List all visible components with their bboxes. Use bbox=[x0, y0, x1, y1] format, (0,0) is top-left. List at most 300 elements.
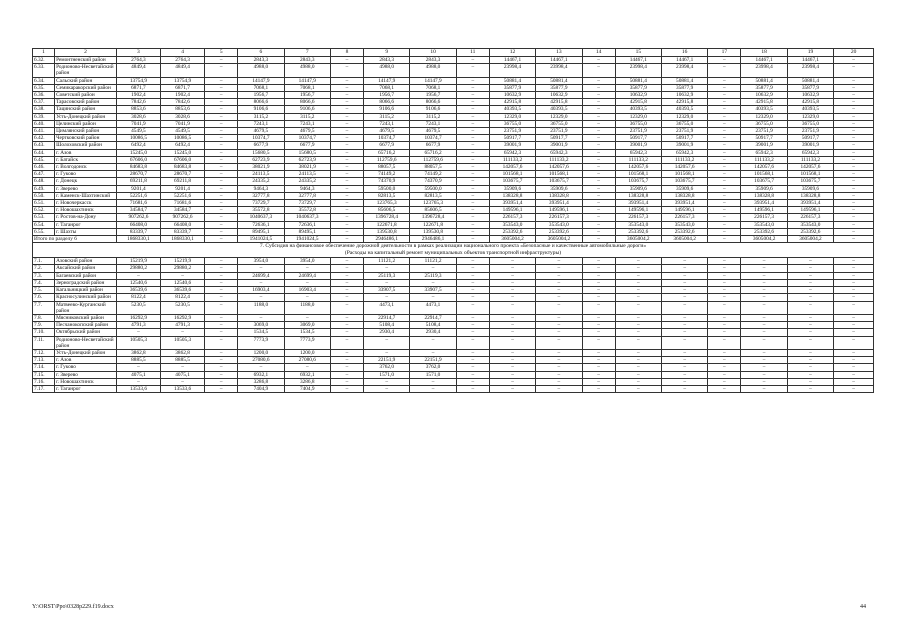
total-value-cell: 3605004,2 bbox=[536, 236, 582, 243]
municipality-name-cell: Кагальницкий район bbox=[55, 287, 117, 294]
value-cell: 3762,0 bbox=[410, 364, 456, 371]
value-cell: – bbox=[708, 106, 741, 113]
value-cell: – bbox=[787, 385, 833, 392]
value-cell: 16903,4 bbox=[238, 287, 284, 294]
value-cell: 10505,3 bbox=[116, 336, 160, 349]
value-cell: – bbox=[456, 171, 489, 178]
column-number-cell: 5 bbox=[205, 49, 238, 57]
value-cell: – bbox=[330, 135, 363, 142]
value-cell: 393951,4 bbox=[536, 200, 582, 207]
value-cell: 4849,4 bbox=[161, 64, 205, 77]
table-row bbox=[33, 120, 874, 127]
municipality-name-cell: Багаевский район bbox=[55, 272, 117, 279]
value-cell: 73729,7 bbox=[284, 200, 330, 207]
value-cell: – bbox=[661, 314, 707, 321]
value-cell: – bbox=[456, 329, 489, 336]
row-number-cell: 7.7. bbox=[33, 301, 55, 314]
value-cell: – bbox=[582, 64, 615, 77]
value-cell: 66408,0 bbox=[161, 221, 205, 228]
value-cell: – bbox=[708, 92, 741, 99]
value-cell: – bbox=[787, 294, 833, 301]
value-cell: – bbox=[615, 265, 661, 272]
value-cell: – bbox=[456, 279, 489, 286]
total-value-cell: 2946486,1 bbox=[364, 236, 410, 243]
value-cell: 35572,8 bbox=[238, 207, 284, 214]
value-cell: – bbox=[582, 149, 615, 156]
value-cell: 71681,6 bbox=[161, 200, 205, 207]
value-cell: – bbox=[161, 329, 205, 336]
value-cell: – bbox=[205, 164, 238, 171]
table-row bbox=[33, 207, 874, 214]
value-cell: – bbox=[787, 287, 833, 294]
value-cell: – bbox=[205, 329, 238, 336]
value-cell: 393951,4 bbox=[787, 200, 833, 207]
value-cell: – bbox=[456, 322, 489, 329]
value-cell: 12329,0 bbox=[741, 113, 787, 120]
value-cell: 13533,6 bbox=[161, 385, 205, 392]
value-cell: – bbox=[330, 287, 363, 294]
municipality-name-cell: Тарасовский район bbox=[55, 99, 117, 106]
value-cell: – bbox=[330, 77, 363, 84]
table-row bbox=[33, 171, 874, 178]
value-cell: 3115,2 bbox=[364, 113, 410, 120]
value-cell: – bbox=[787, 336, 833, 349]
value-cell: 4791,3 bbox=[116, 322, 160, 329]
value-cell: – bbox=[708, 156, 741, 163]
value-cell: 24335,2 bbox=[284, 178, 330, 185]
row-number-cell: 7.14. bbox=[33, 364, 55, 371]
value-cell: – bbox=[787, 279, 833, 286]
value-cell: 15245,0 bbox=[161, 149, 205, 156]
value-cell: 50881,4 bbox=[536, 77, 582, 84]
value-cell: 4988,0 bbox=[410, 64, 456, 77]
value-cell: 12540,6 bbox=[116, 279, 160, 286]
section-subtitle: (Расходы на капитальный ремонт муниципальных объектов транспортной инфраструктуры) bbox=[344, 250, 562, 257]
value-cell: – bbox=[330, 84, 363, 91]
value-cell: 122671,8 bbox=[364, 221, 410, 228]
value-cell: 39001,9 bbox=[661, 142, 707, 149]
value-cell: 9106,6 bbox=[364, 106, 410, 113]
table-row bbox=[33, 135, 874, 142]
value-cell: – bbox=[834, 64, 874, 77]
value-cell: 40393,5 bbox=[787, 106, 833, 113]
value-cell: 62723,9 bbox=[238, 156, 284, 163]
value-cell: 3115,2 bbox=[284, 113, 330, 120]
value-cell: 42915,8 bbox=[787, 99, 833, 106]
value-cell: – bbox=[330, 171, 363, 178]
value-cell: 1902,4 bbox=[161, 92, 205, 99]
value-cell: – bbox=[582, 322, 615, 329]
value-cell: – bbox=[489, 322, 535, 329]
value-cell: 8853,6 bbox=[116, 106, 160, 113]
value-cell: 35909,6 bbox=[536, 185, 582, 192]
value-cell: 72636,1 bbox=[238, 221, 284, 228]
value-cell: – bbox=[410, 378, 456, 385]
value-cell: 253392,6 bbox=[787, 228, 833, 235]
value-cell: – bbox=[330, 156, 363, 163]
row-number-cell: 6.47. bbox=[33, 171, 55, 178]
value-cell: 10374,7 bbox=[284, 135, 330, 142]
value-cell: – bbox=[205, 64, 238, 77]
municipality-name-cell: г. Новошахтинск bbox=[55, 378, 117, 385]
value-cell: – bbox=[741, 301, 787, 314]
value-cell: – bbox=[708, 301, 741, 314]
value-cell: 50881,4 bbox=[489, 77, 535, 84]
value-cell: 226157,3 bbox=[615, 214, 661, 221]
value-cell: – bbox=[787, 329, 833, 336]
value-cell: 14147,9 bbox=[284, 77, 330, 84]
value-cell: – bbox=[834, 357, 874, 364]
value-cell: 28670,7 bbox=[161, 171, 205, 178]
value-cell: – bbox=[456, 364, 489, 371]
value-cell: – bbox=[330, 221, 363, 228]
row-number-cell: 7.11. bbox=[33, 336, 55, 349]
value-cell: – bbox=[536, 329, 582, 336]
value-cell: 138328,8 bbox=[489, 192, 535, 199]
value-cell: – bbox=[330, 329, 363, 336]
value-cell: – bbox=[661, 279, 707, 286]
value-cell: 393951,4 bbox=[615, 200, 661, 207]
value-cell: 8066,6 bbox=[410, 99, 456, 106]
value-cell: 111133,2 bbox=[661, 156, 707, 163]
value-cell: – bbox=[330, 378, 363, 385]
value-cell: 3862,8 bbox=[116, 349, 160, 356]
value-cell: – bbox=[708, 120, 741, 127]
value-cell: 22914,7 bbox=[410, 314, 456, 321]
value-cell: 15219,9 bbox=[161, 258, 205, 265]
value-cell: – bbox=[582, 135, 615, 142]
value-cell: 13754,9 bbox=[161, 77, 205, 84]
table-row bbox=[33, 200, 874, 207]
value-cell: – bbox=[284, 314, 330, 321]
value-cell: 353543,0 bbox=[615, 221, 661, 228]
value-cell: 393951,4 bbox=[661, 200, 707, 207]
value-cell: 22914,7 bbox=[364, 314, 410, 321]
value-cell: – bbox=[708, 64, 741, 77]
value-cell: – bbox=[536, 258, 582, 265]
value-cell: – bbox=[456, 265, 489, 272]
value-cell: 40393,5 bbox=[741, 106, 787, 113]
value-cell: – bbox=[364, 279, 410, 286]
value-cell: – bbox=[330, 128, 363, 135]
value-cell: – bbox=[456, 142, 489, 149]
column-number-cell: 12 bbox=[489, 49, 535, 57]
value-cell: – bbox=[205, 149, 238, 156]
value-cell: – bbox=[330, 192, 363, 199]
value-cell: 142057,6 bbox=[787, 164, 833, 171]
value-cell: – bbox=[741, 349, 787, 356]
value-cell: 84683,8 bbox=[116, 164, 160, 171]
municipality-name-cell: Октябрьский район bbox=[55, 329, 117, 336]
value-cell: – bbox=[615, 301, 661, 314]
value-cell: – bbox=[456, 156, 489, 163]
value-cell: – bbox=[582, 207, 615, 214]
column-number-cell: 15 bbox=[615, 49, 661, 57]
value-cell: – bbox=[834, 106, 874, 113]
value-cell: – bbox=[330, 314, 363, 321]
value-cell: 149596,1 bbox=[489, 207, 535, 214]
total-value-cell: 1868330,1 bbox=[161, 236, 205, 243]
value-cell: 253392,6 bbox=[661, 228, 707, 235]
value-cell: 65942,3 bbox=[787, 149, 833, 156]
value-cell: – bbox=[456, 221, 489, 228]
value-cell: – bbox=[238, 364, 284, 371]
value-cell: 50881,4 bbox=[787, 77, 833, 84]
row-number-cell: 6.41. bbox=[33, 128, 55, 135]
table-row bbox=[33, 336, 874, 349]
value-cell: – bbox=[205, 279, 238, 286]
value-cell: – bbox=[456, 164, 489, 171]
value-cell: 16292,9 bbox=[116, 314, 160, 321]
section-heading-cell bbox=[33, 243, 874, 258]
value-cell: – bbox=[787, 371, 833, 378]
value-cell: 1956,7 bbox=[238, 92, 284, 99]
table-row bbox=[33, 185, 874, 192]
value-cell: 24699,4 bbox=[284, 272, 330, 279]
value-cell: 101568,1 bbox=[787, 171, 833, 178]
value-cell: 1571,0 bbox=[364, 371, 410, 378]
value-cell: – bbox=[364, 294, 410, 301]
value-cell: 14147,9 bbox=[238, 77, 284, 84]
municipality-name-cell: г. Батайск bbox=[55, 156, 117, 163]
value-cell: – bbox=[330, 336, 363, 349]
value-cell: 6932,1 bbox=[284, 371, 330, 378]
value-cell: 35909,6 bbox=[661, 185, 707, 192]
value-cell: 23998,4 bbox=[489, 64, 535, 77]
row-number-cell: 7.3. bbox=[33, 272, 55, 279]
value-cell: 6492,4 bbox=[116, 142, 160, 149]
value-cell: 69211,8 bbox=[116, 178, 160, 185]
value-cell: – bbox=[834, 207, 874, 214]
value-cell: – bbox=[708, 99, 741, 106]
value-cell: 2930,4 bbox=[364, 329, 410, 336]
municipality-name-cell: г. Ростов-на-Дону bbox=[55, 214, 117, 221]
value-cell: – bbox=[708, 57, 741, 64]
value-cell: 88057,5 bbox=[410, 164, 456, 171]
value-cell: – bbox=[834, 294, 874, 301]
value-cell: – bbox=[582, 371, 615, 378]
value-cell: 35909,6 bbox=[741, 185, 787, 192]
value-cell: – bbox=[834, 99, 874, 106]
value-cell: – bbox=[205, 178, 238, 185]
value-cell: 65942,3 bbox=[615, 149, 661, 156]
value-cell: 10632,9 bbox=[661, 92, 707, 99]
value-cell: 35877,9 bbox=[661, 84, 707, 91]
row-number-cell: 7.1. bbox=[33, 258, 55, 265]
value-cell: – bbox=[582, 364, 615, 371]
municipality-name-cell: Усть-Донецкий район bbox=[55, 349, 117, 356]
value-cell: 36755,0 bbox=[536, 120, 582, 127]
value-cell: 24699,4 bbox=[238, 272, 284, 279]
value-cell: 39001,9 bbox=[787, 142, 833, 149]
value-cell: 103675,7 bbox=[615, 178, 661, 185]
value-cell: – bbox=[741, 272, 787, 279]
value-cell: 39001,9 bbox=[615, 142, 661, 149]
row-number-cell: 6.39. bbox=[33, 113, 55, 120]
value-cell: – bbox=[489, 287, 535, 294]
value-cell: 3115,2 bbox=[238, 113, 284, 120]
row-number-cell: 6.46. bbox=[33, 164, 55, 171]
value-cell: – bbox=[489, 378, 535, 385]
value-cell: – bbox=[834, 349, 874, 356]
row-number-cell: 7.6. bbox=[33, 294, 55, 301]
value-cell: – bbox=[489, 364, 535, 371]
total-value-cell: 1868330,1 bbox=[116, 236, 160, 243]
value-cell: – bbox=[615, 349, 661, 356]
value-cell: – bbox=[536, 371, 582, 378]
value-cell: – bbox=[364, 265, 410, 272]
value-cell: 226157,3 bbox=[536, 214, 582, 221]
municipality-name-cell: г. Донецк bbox=[55, 178, 117, 185]
row-number-cell: 7.17. bbox=[33, 385, 55, 392]
value-cell: – bbox=[330, 120, 363, 127]
value-cell: – bbox=[284, 265, 330, 272]
value-cell: – bbox=[834, 265, 874, 272]
municipality-name-cell: г. Новошахтинск bbox=[55, 207, 117, 214]
value-cell: – bbox=[661, 385, 707, 392]
row-number-cell: 6.49. bbox=[33, 185, 55, 192]
value-cell: 35877,9 bbox=[615, 84, 661, 91]
value-cell: 2930,4 bbox=[410, 329, 456, 336]
value-cell: – bbox=[615, 287, 661, 294]
value-cell: 3862,8 bbox=[161, 349, 205, 356]
value-cell: 6932,1 bbox=[238, 371, 284, 378]
value-cell: 142057,6 bbox=[489, 164, 535, 171]
value-cell: 35909,6 bbox=[787, 185, 833, 192]
value-cell: – bbox=[205, 135, 238, 142]
value-cell: – bbox=[330, 149, 363, 156]
total-value-cell: 3605004,2 bbox=[787, 236, 833, 243]
value-cell: – bbox=[456, 57, 489, 64]
row-number-cell: 7.2. bbox=[33, 265, 55, 272]
value-cell: 3954,0 bbox=[238, 258, 284, 265]
row-number-cell: 6.40. bbox=[33, 120, 55, 127]
value-cell: – bbox=[741, 378, 787, 385]
value-cell: 40393,5 bbox=[661, 106, 707, 113]
value-cell: – bbox=[708, 128, 741, 135]
value-cell: – bbox=[582, 142, 615, 149]
table-row bbox=[33, 99, 874, 106]
value-cell: 42915,8 bbox=[536, 99, 582, 106]
value-cell: 73729,7 bbox=[238, 200, 284, 207]
value-cell: – bbox=[615, 294, 661, 301]
value-cell: – bbox=[205, 77, 238, 84]
value-cell: – bbox=[834, 171, 874, 178]
municipality-name-cell: Чертковский район bbox=[55, 135, 117, 142]
value-cell: 139530,8 bbox=[364, 228, 410, 235]
value-cell: – bbox=[834, 57, 874, 64]
municipality-name-cell: Цимлянский район bbox=[55, 128, 117, 135]
row-number-cell: 7.9. bbox=[33, 322, 55, 329]
value-cell: – bbox=[661, 287, 707, 294]
value-cell: – bbox=[456, 272, 489, 279]
value-cell: 393951,4 bbox=[489, 200, 535, 207]
value-cell: 35572,8 bbox=[284, 207, 330, 214]
value-cell: 4473,1 bbox=[410, 301, 456, 314]
value-cell: – bbox=[582, 214, 615, 221]
value-cell: – bbox=[615, 279, 661, 286]
value-cell: – bbox=[834, 322, 874, 329]
value-cell: 2843,3 bbox=[410, 57, 456, 64]
value-cell: 12329,0 bbox=[787, 113, 833, 120]
value-cell: 142057,6 bbox=[741, 164, 787, 171]
municipality-name-cell: г. Зверево bbox=[55, 371, 117, 378]
value-cell: 6677,9 bbox=[284, 142, 330, 149]
column-number-cell: 6 bbox=[238, 49, 284, 57]
value-cell: 35909,6 bbox=[489, 185, 535, 192]
value-cell: – bbox=[536, 349, 582, 356]
row-number-cell: 6.55. bbox=[33, 228, 55, 235]
total-value-cell: – bbox=[205, 236, 238, 243]
value-cell: – bbox=[284, 364, 330, 371]
value-cell: – bbox=[834, 371, 874, 378]
value-cell: 14147,9 bbox=[410, 77, 456, 84]
value-cell: – bbox=[615, 322, 661, 329]
value-cell: – bbox=[489, 279, 535, 286]
value-cell: – bbox=[205, 258, 238, 265]
value-cell: – bbox=[787, 364, 833, 371]
value-cell: 10632,9 bbox=[787, 92, 833, 99]
value-cell: 101568,1 bbox=[615, 171, 661, 178]
value-cell: – bbox=[708, 113, 741, 120]
value-cell: – bbox=[456, 120, 489, 127]
value-cell: 2764,3 bbox=[116, 57, 160, 64]
value-cell: – bbox=[582, 378, 615, 385]
total-value-cell: 3605004,2 bbox=[489, 236, 535, 243]
column-number-cell: 10 bbox=[410, 49, 456, 57]
table-row bbox=[33, 164, 874, 171]
value-cell: – bbox=[661, 378, 707, 385]
table-row bbox=[33, 357, 874, 364]
value-cell: 11121,2 bbox=[410, 258, 456, 265]
value-cell: – bbox=[582, 178, 615, 185]
value-cell: – bbox=[456, 336, 489, 349]
value-cell: 36755,0 bbox=[661, 120, 707, 127]
table-row bbox=[33, 142, 874, 149]
total-value-cell: 1941024,5 bbox=[284, 236, 330, 243]
table-row bbox=[33, 385, 874, 392]
value-cell: 8853,6 bbox=[161, 106, 205, 113]
value-cell: – bbox=[456, 192, 489, 199]
value-cell: 3069,0 bbox=[284, 322, 330, 329]
table-row bbox=[33, 322, 874, 329]
value-cell: – bbox=[708, 279, 741, 286]
value-cell: – bbox=[834, 135, 874, 142]
total-value-cell: 3605004,2 bbox=[615, 236, 661, 243]
value-cell: – bbox=[661, 272, 707, 279]
value-cell: – bbox=[834, 178, 874, 185]
value-cell: 1200,0 bbox=[238, 349, 284, 356]
value-cell: 138328,8 bbox=[661, 192, 707, 199]
value-cell: – bbox=[741, 279, 787, 286]
row-number-cell: 6.48. bbox=[33, 178, 55, 185]
value-cell: – bbox=[708, 171, 741, 178]
value-cell: – bbox=[615, 364, 661, 371]
value-cell: 1956,7 bbox=[284, 92, 330, 99]
value-cell: – bbox=[364, 378, 410, 385]
value-cell: – bbox=[708, 192, 741, 199]
total-value-cell: 2946486,1 bbox=[410, 236, 456, 243]
value-cell: 50917,7 bbox=[615, 135, 661, 142]
value-cell: – bbox=[582, 99, 615, 106]
column-number-cell: 9 bbox=[364, 49, 410, 57]
value-cell: 6492,4 bbox=[161, 142, 205, 149]
value-cell: 36755,0 bbox=[741, 120, 787, 127]
value-cell: 3028,6 bbox=[116, 113, 160, 120]
value-cell: – bbox=[834, 200, 874, 207]
total-value-cell: – bbox=[456, 236, 489, 243]
value-cell: 142057,6 bbox=[661, 164, 707, 171]
